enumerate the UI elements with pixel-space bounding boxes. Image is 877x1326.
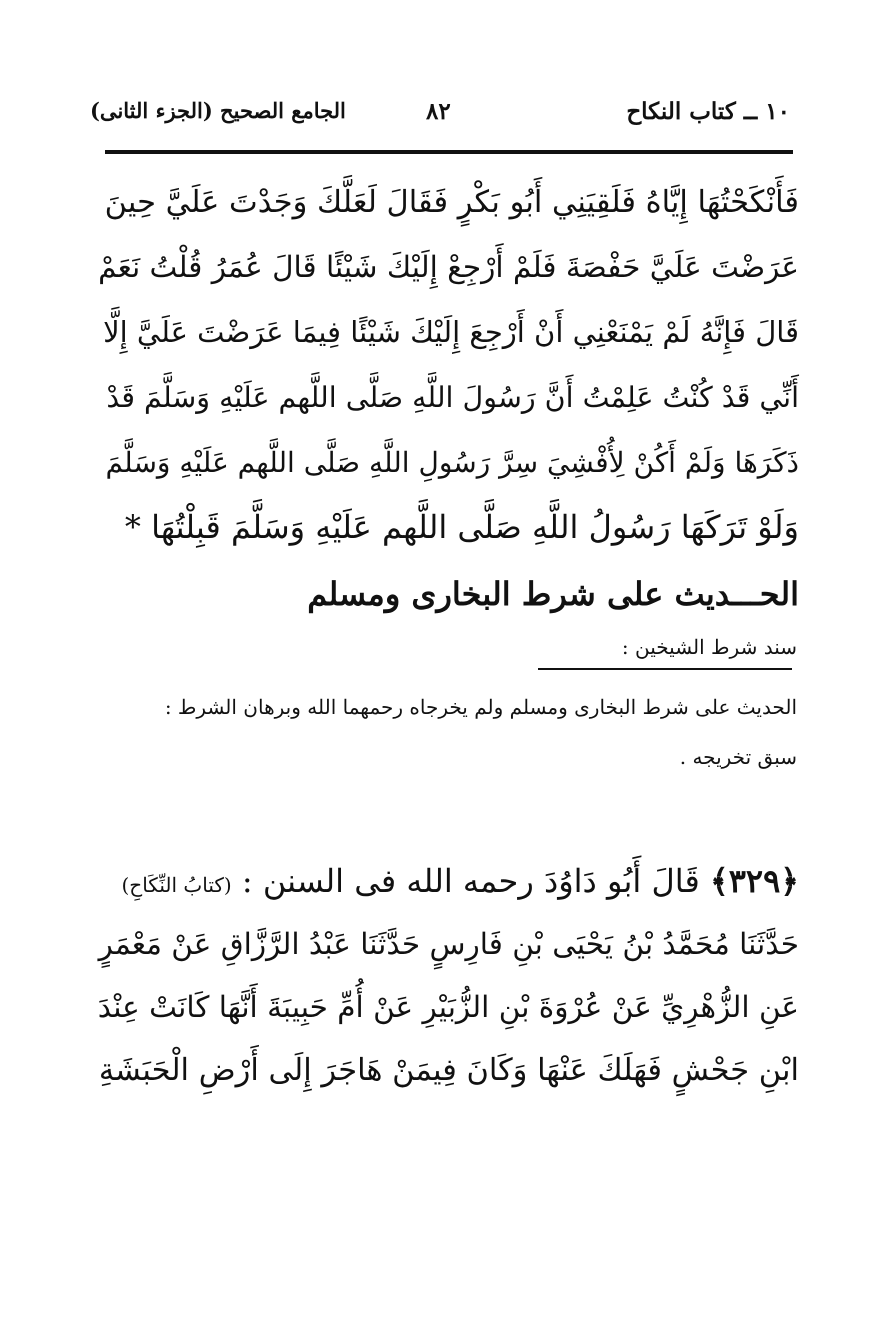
sanad-body: [97, 682, 797, 782]
header-rule: [105, 150, 793, 154]
hadith-text-line: أَنِّي قَدْ كُنْتُ عَلِمْتُ أَنَّ رَسُولَ اللَّهِ صَلَّى اللَّهم عَلَيْهِ وَسَلَّمَ قَدْ: [106, 381, 799, 414]
page-number: ٨٢: [426, 98, 451, 125]
hadith-text-line: فَأَنْكَحْتُهَا إِيَّاهُ فَلَقِيَنِي أَبُو بَكْرٍ فَقَالَ لَعَلَّكَ وَجَدْتَ عَلَيَّ حِينَ: [104, 185, 799, 220]
hadith-source: (كتابُ النِّكَاحِ): [121, 873, 232, 897]
hadith-text-line: ذَكَرَهَا وَلَمْ أَكُنْ لِأُفْشِيَ سِرَّ رَسُولِ اللَّهِ صَلَّى اللَّهم عَلَيْهِ وَسَلَّمَ: [105, 446, 799, 479]
hadith-text-line: عَنِ الزُّهْرِيِّ عَنْ عُرْوَةَ بْنِ الزُّبَيْرِ عَنْ أُمِّ حَبِيبَةَ أَنَّهَا كَانَتْ عِنْدَ: [97, 990, 799, 1024]
sanad-text-line: سبق تخريجه .: [679, 745, 797, 769]
hadith-text-line: ابْنِ جَحْشٍ فَهَلَكَ عَنْهَا وَكَانَ فِيمَنْ هَاجَرَ إِلَى أَرْضِ الْحَبَشَةِ: [98, 1053, 799, 1088]
hadith-number: ﴿٣٢٩﴾: [709, 862, 799, 900]
hadith-text-line: حَدَّثَنَا مُحَمَّدُ بْنُ يَحْيَى بْنِ فَارِسٍ حَدَّثَنَا عَبْدُ الرَّزَّاقِ عَنْ مَعْمَرٍ: [98, 927, 799, 961]
book-title: الجامع الصحيح (الجزء الثانى): [90, 98, 346, 123]
hadith-text-line: وَلَوْ تَرَكَهَا رَسُولُ اللَّهِ صَلَّى اللَّهم عَلَيْهِ وَسَلَّمَ قَبِلْتُهَا *: [124, 508, 799, 546]
hadith-text-line: عَرَضْتَ عَلَيَّ حَفْصَةَ فَلَمْ أَرْجِعْ إِلَيْكَ شَيْئًا قَالَ عُمَرُ قُلْتُ نَعَمْ: [98, 250, 799, 284]
hadith-continued: [99, 170, 799, 628]
chapter-title: ١٠ ــ كتاب النكاح: [626, 98, 790, 125]
hadith-text-line: قَالَ فَإِنَّهُ لَمْ يَمْنَعْنِي أَنْ أَرْجِعَ إِلَيْكَ شَيْئًا فِيمَا عَرَضْتَ عَلَيَّ إِلَّا: [103, 315, 799, 349]
hadith-329: [99, 850, 799, 1102]
sanad-heading: سند شرط الشيخين :: [621, 635, 797, 659]
sanad-text-line: الحديث على شرط البخارى ومسلم ولم يخرجاه رحمهما الله وبرهان الشرط :: [164, 695, 797, 719]
hadith-intro: قَالَ أَبُو دَاوُدَ رحمه الله فى السنن :: [241, 862, 700, 900]
running-header: [90, 92, 790, 136]
hadith-heading-line: [99, 850, 799, 913]
sanad-heading-underline: [538, 668, 792, 670]
hadith-grade: الحـــديث على شرط البخارى ومسلم: [307, 575, 799, 613]
